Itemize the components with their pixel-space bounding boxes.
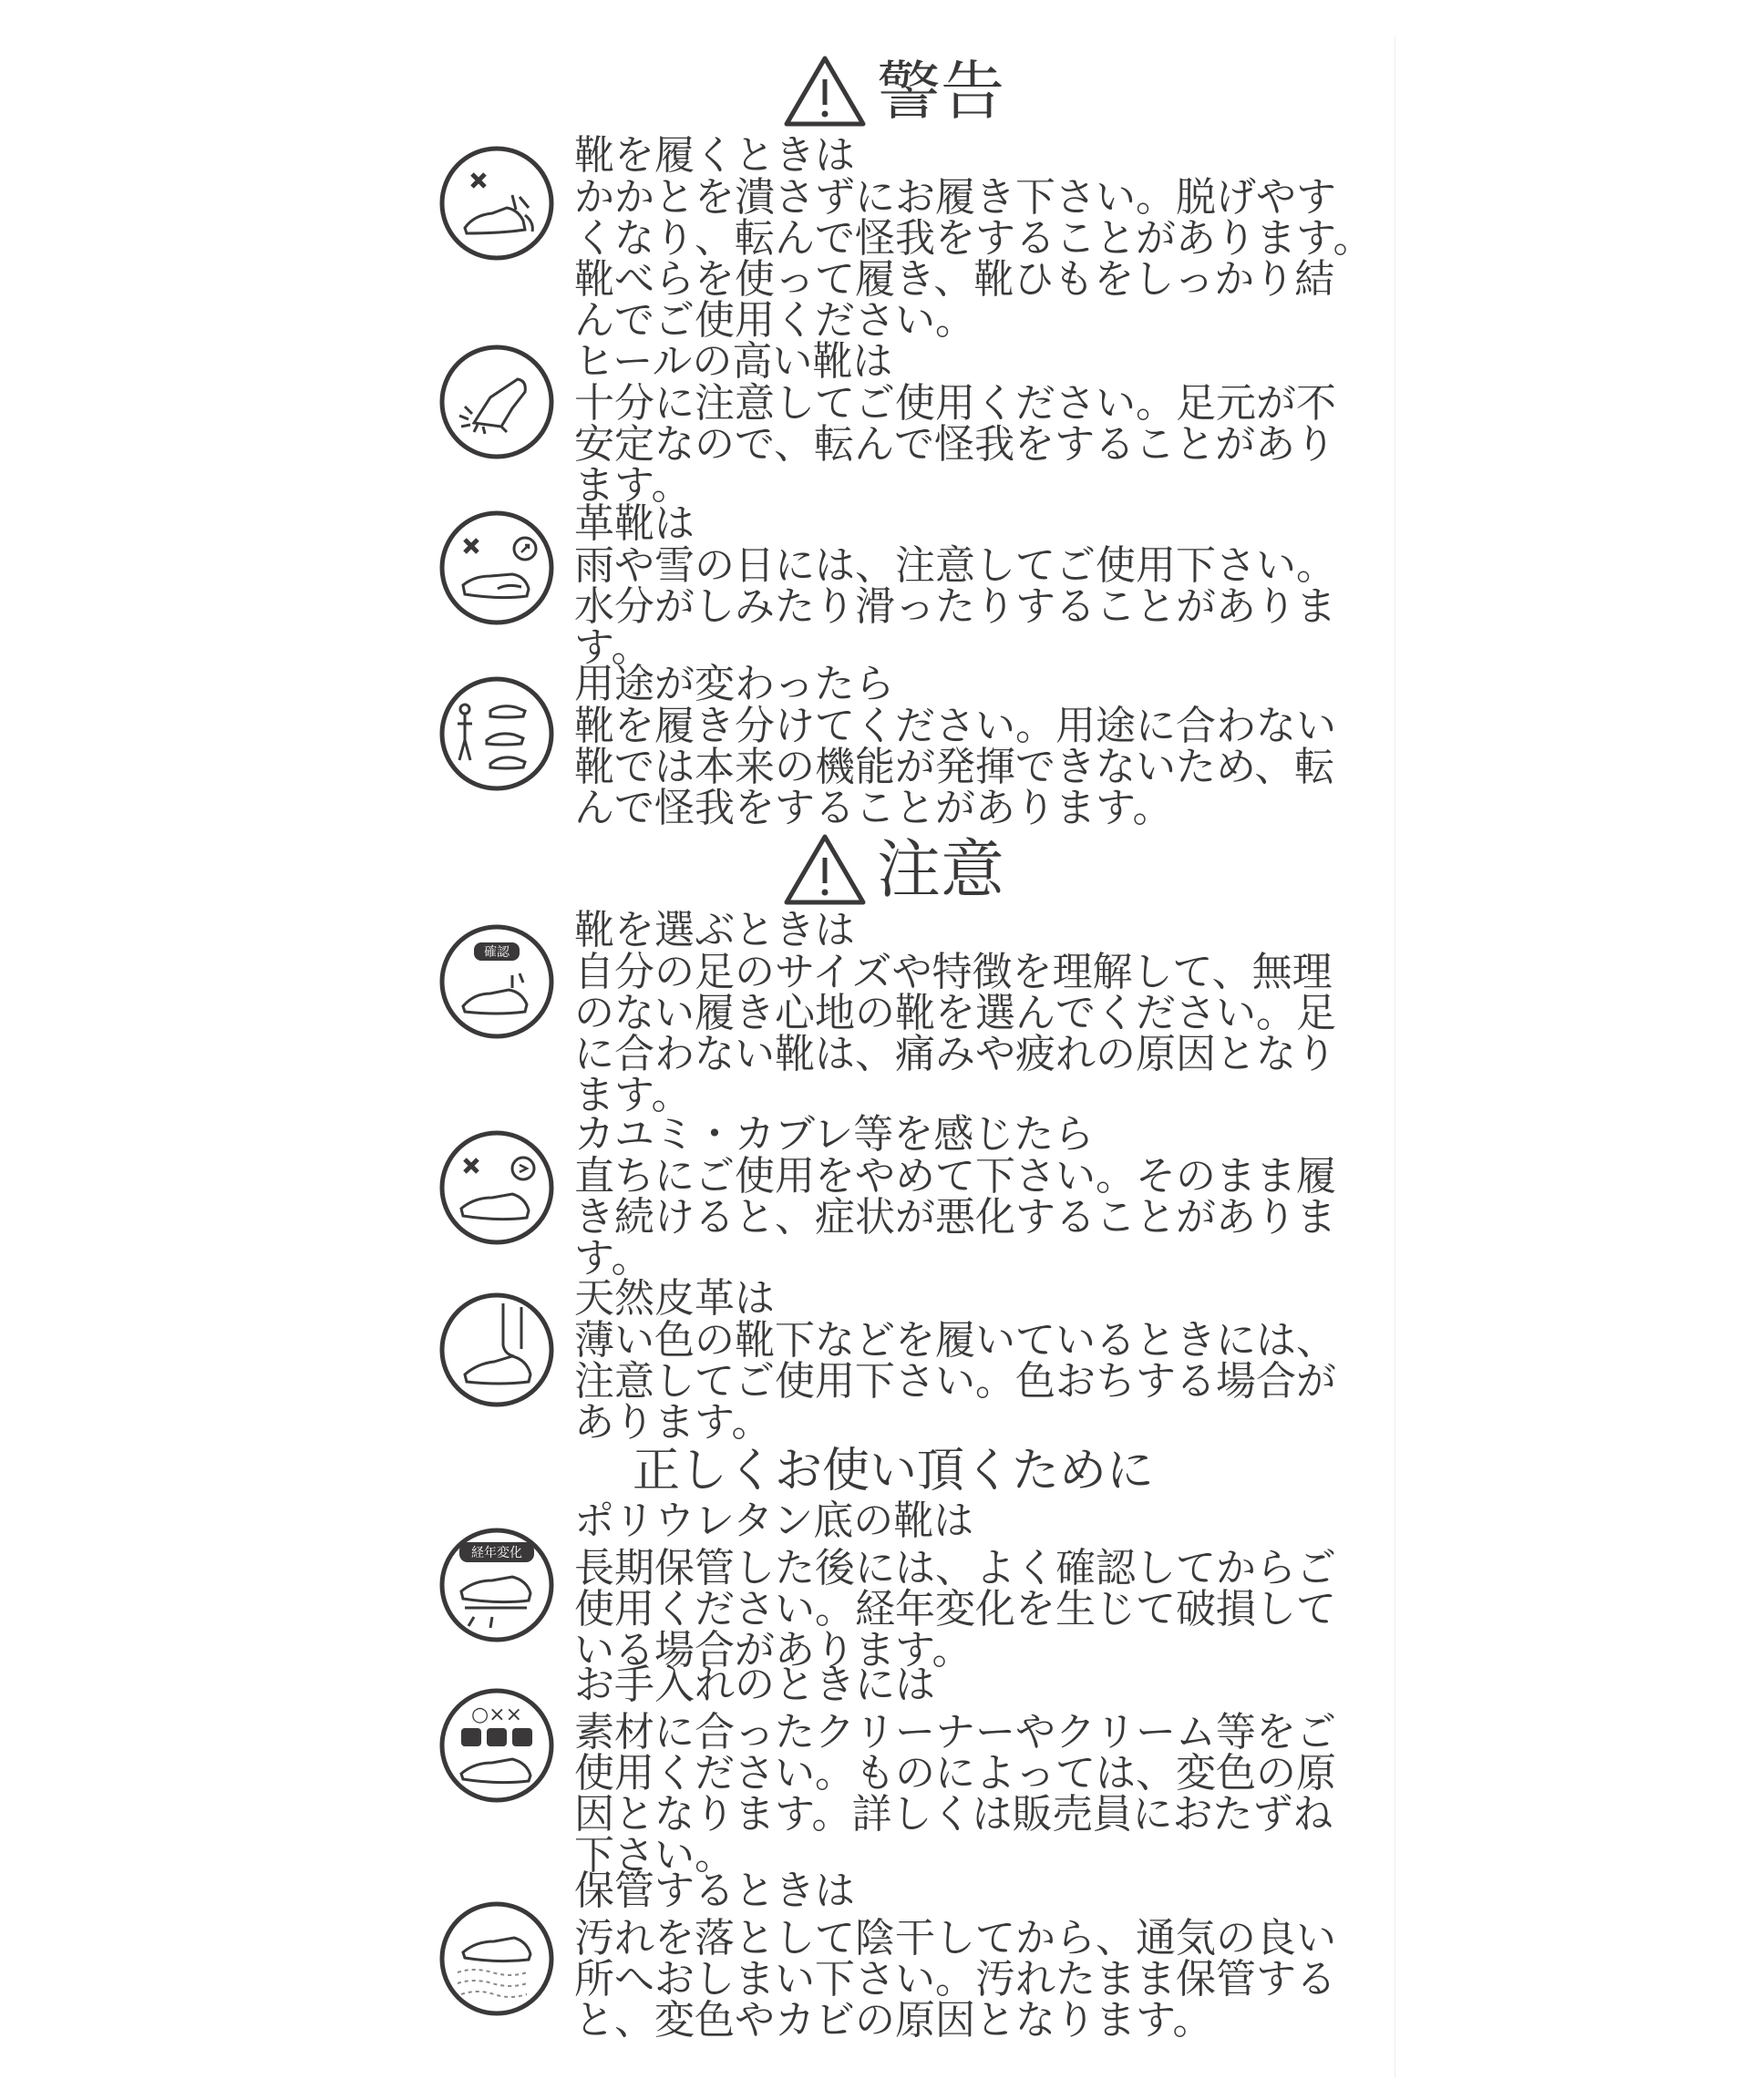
item-title: お手入れのときには [574,1662,935,1708]
caution-heading-text: 注意 [877,832,1004,907]
item-title: 保管するときは [574,1868,855,1914]
high-heel-icon [438,343,556,461]
item-text [574,1317,1358,1446]
item-line: 直ちにご使用をやめて下さい。そのまま履 [574,1153,1336,1199]
proper-use-item-body [574,1500,1358,1671]
item-title: 天然皮革は [574,1275,775,1322]
item-line: 薄い色の靴下などを履いているときには、 [574,1317,1336,1364]
item-line: 素材に合ったクリーナーやクリーム等をご [574,1709,1336,1755]
item-line: かかとを潰さずにお履き下さい。脱げやす [574,174,1336,221]
item-line: 安定なので、転んで怪我をすることがあり [574,421,1336,468]
shoe-heel-crush-icon [438,144,556,262]
item-line: 長期保管した後には、よく確認してからご [574,1545,1336,1591]
warning-heading-text: 警告 [877,54,1004,129]
item-line: 汚れを落として陰干してから、通気の良い [574,1915,1336,1961]
item-line: のない履き心地の靴を選んでください。足 [574,990,1336,1036]
item-line: 使用ください。経年変化を生じて破損して [574,1586,1336,1632]
badge-text: 経年変化 [471,1546,522,1560]
item-line: 注意してご使用下さい。色おちする場合が [574,1358,1336,1405]
item-line: ます。 [574,462,692,509]
warning-heading [438,36,1349,146]
item-line: 雨や雪の日には、注意してご使用下さい。 [574,542,1336,589]
proper-use-item-body [574,1662,1358,1879]
item-title: ポリウレタン底の靴は [574,1498,974,1544]
proper-use-item-body [574,1870,1358,2041]
item-text [574,542,1358,671]
shoe-cream-care-icon [438,1686,556,1805]
item-title: ヒールの高い靴は [574,338,893,385]
proper-use-heading: 正しくお使い頂くために [632,1444,1154,1498]
warning-item-body [574,132,1374,344]
warning-item-body [574,500,1358,671]
item-text [574,174,1374,344]
shoe-storage-icon [438,1899,556,2018]
item-line: 水分がしみたり滑ったりすることがありま [574,583,1336,630]
item-title: 革靴は [574,500,695,547]
item-title: カユミ・カブレ等を感じたら [574,1111,1095,1158]
item-line: 下さい。 [574,1832,735,1879]
item-line: き続けると、症状が悪化することがありま [574,1194,1336,1240]
item-text [574,949,1358,1118]
item-line: 使用ください。ものによっては、変色の原 [574,1750,1336,1796]
item-line: くなり、転んで怪我をすることがあります。 [574,215,1374,262]
item-line: んで怪我をすることがあります。 [574,785,1173,831]
caution-triangle-icon [782,832,868,907]
natural-leather-sock-icon [438,1291,556,1409]
caution-item-body [574,907,1358,1118]
item-line: 因となります。詳しくは販売員におたずね [574,1791,1333,1838]
badge-text: 確認 [484,945,510,960]
item-line: 自分の足のサイズや特徴を理解して、無理 [574,949,1333,995]
item-line: 靴を履き分けてください。用途に合わない [574,703,1336,749]
item-text [574,1545,1358,1673]
item-title: 靴を選ぶときは [574,907,855,953]
item-text [574,1709,1358,1879]
item-line: す。 [574,1235,652,1282]
item-line: ます。 [574,1072,692,1118]
item-line: 靴べらを使って履き、靴ひもをしっかり結 [574,256,1335,303]
shoe-usage-icon [438,674,556,793]
caution-item-body [574,1111,1358,1282]
item-line: す。 [574,624,652,671]
warning-triangle-icon [782,54,868,129]
shoe-discomfort-icon [438,1128,556,1247]
warning-item-body [574,338,1358,509]
item-line: 十分に注意してご使用ください。足元が不 [574,380,1336,427]
item-line: に合わない靴は、痛みや疲れの原因となり [574,1031,1336,1077]
item-line: と、変色やカビの原因となります。 [574,1997,1213,2043]
item-text [574,1915,1358,2043]
item-title: 用途が変わったら [574,661,895,707]
item-line: あります。 [574,1399,772,1446]
warning-item-body [574,661,1358,831]
item-text [574,380,1358,509]
caution-item-body [574,1275,1358,1446]
item-line: 所へおしまい下さい。汚れたまま保管する [574,1956,1336,2002]
leather-shoe-rain-icon [438,509,556,627]
care-marks: ○×× [470,1704,523,1726]
shoe-size-check-icon [438,922,556,1041]
item-line: いる場合があります。 [574,1627,973,1673]
item-line: 靴では本来の機能が発揮できないため、転 [574,744,1335,790]
item-text [574,705,1358,829]
item-title: 靴を履くときは [574,132,855,179]
item-line: んでご使用ください。 [574,297,975,344]
item-text [574,1153,1358,1282]
polyurethane-sole-icon [438,1526,556,1644]
